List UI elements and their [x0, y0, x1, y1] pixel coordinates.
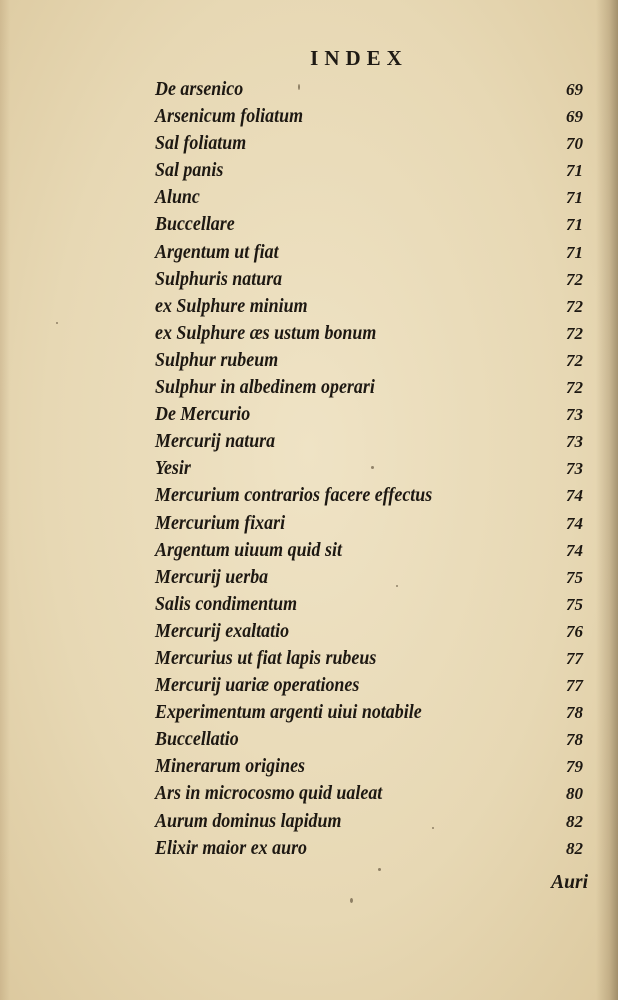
index-entry [155, 428, 595, 455]
entry-text: ex Sulphure æs ustum bonum [155, 322, 377, 344]
entry-text: Sal foliatum [155, 133, 247, 155]
index-entry [155, 211, 595, 238]
page-left-shadow [0, 0, 10, 1000]
index-entry [155, 645, 595, 672]
page-gutter-shadow [596, 0, 618, 1000]
entry-text: Mercurius ut fiat lapis rubeus [155, 647, 377, 669]
index-entry [155, 564, 595, 591]
index-entry [155, 618, 595, 645]
index-entry [155, 482, 595, 509]
index-entry [155, 537, 595, 564]
index-entry [155, 374, 595, 401]
entry-page-number: 74 [566, 486, 583, 506]
index-entry [155, 130, 595, 157]
entry-page-number: 73 [566, 432, 583, 452]
entry-page-number: 72 [566, 269, 583, 289]
entry-text: Arsenicum foliatum [155, 106, 304, 128]
entry-page-number: 70 [566, 134, 583, 154]
index-entry [155, 753, 595, 780]
entry-page-number: 72 [566, 296, 583, 316]
entry-text: ex Sulphure minium [155, 295, 308, 317]
index-entry [155, 835, 595, 862]
entry-text: Mercurij natura [155, 431, 276, 453]
index-entry [155, 239, 595, 266]
catchword: Auri [551, 872, 588, 893]
index-entry [155, 699, 595, 726]
index-entry [155, 347, 595, 374]
paper-speck [350, 898, 353, 903]
entry-text: Salis condimentum [155, 593, 298, 615]
index-entry [155, 103, 595, 130]
entry-text: Sulphur in albedinem operari [155, 377, 375, 399]
entry-page-number: 75 [566, 594, 583, 614]
entry-text: Mercurij exaltatio [155, 620, 290, 642]
entry-page-number: 71 [566, 242, 583, 262]
index-entry [155, 266, 595, 293]
index-entry [155, 401, 595, 428]
paper-speck [56, 322, 58, 324]
entry-page-number: 74 [566, 540, 583, 560]
index-entry [155, 293, 595, 320]
entry-page-number: 82 [566, 838, 583, 858]
entry-page-number: 74 [566, 513, 583, 533]
entry-page-number: 77 [566, 676, 583, 696]
entry-page-number: 71 [566, 215, 583, 235]
entry-text: Alunc [155, 187, 200, 209]
entry-page-number: 72 [566, 350, 583, 370]
entry-text: Ars in microcosmo quid ualeat [155, 783, 383, 805]
index-entry [155, 591, 595, 618]
index-entry [155, 510, 595, 537]
entry-text: Elixir maior ex auro [155, 837, 308, 859]
entry-page-number: 75 [566, 567, 583, 587]
index-entry [155, 808, 595, 835]
entry-page-number: 78 [566, 730, 583, 750]
entry-text: De arsenico [155, 79, 244, 100]
entry-text: Sulphur rubeum [155, 349, 279, 371]
paper-speck [378, 868, 381, 871]
entry-text: Buccellatio [155, 729, 239, 751]
entry-text: De Mercurio [155, 404, 251, 426]
entry-page-number: 76 [566, 621, 583, 641]
entry-page-number: 73 [566, 405, 583, 425]
entry-page-number: 69 [566, 80, 583, 99]
entry-text: Buccellare [155, 214, 235, 236]
entry-text: Yesir [155, 458, 191, 480]
entry-text: Mercurium contrarios facere effectus [155, 485, 433, 507]
entry-page-number: 77 [566, 648, 583, 668]
entry-page-number: 73 [566, 459, 583, 479]
entry-text: Mercurij uerba [155, 566, 269, 588]
entry-text: Sulphuris natura [155, 268, 283, 290]
entry-page-number: 79 [566, 757, 583, 777]
running-head-title: INDEX [310, 46, 408, 70]
entry-text: Minerarum origines [155, 756, 306, 778]
entry-text: Argentum ut fiat [155, 241, 279, 263]
entry-text: Mercurij uariæ operationes [155, 675, 360, 697]
entry-page-number: 80 [566, 784, 583, 804]
entry-text: Experimentum argenti uiui notabile [155, 702, 422, 724]
entry-page-number: 71 [566, 161, 583, 181]
entry-text: Mercurium fixari [155, 512, 286, 534]
entry-page-number: 78 [566, 703, 583, 723]
index-entry [155, 320, 595, 347]
index-entry [155, 780, 595, 807]
entry-text: Sal panis [155, 160, 224, 182]
entry-text: Argentum uiuum quid sit [155, 539, 342, 561]
index-entry [155, 76, 595, 103]
index-entry [155, 157, 595, 184]
entry-page-number: 82 [566, 811, 583, 831]
entry-page-number: 72 [566, 378, 583, 398]
index-entry [155, 726, 595, 753]
entry-page-number: 69 [566, 107, 583, 127]
entry-page-number: 71 [566, 188, 583, 208]
index-entry [155, 672, 595, 699]
entry-text: Aurum dominus lapidum [155, 810, 342, 832]
index-entry [155, 455, 595, 482]
index-entry [155, 184, 595, 211]
index-entry-list [155, 76, 595, 862]
entry-page-number: 72 [566, 323, 583, 343]
